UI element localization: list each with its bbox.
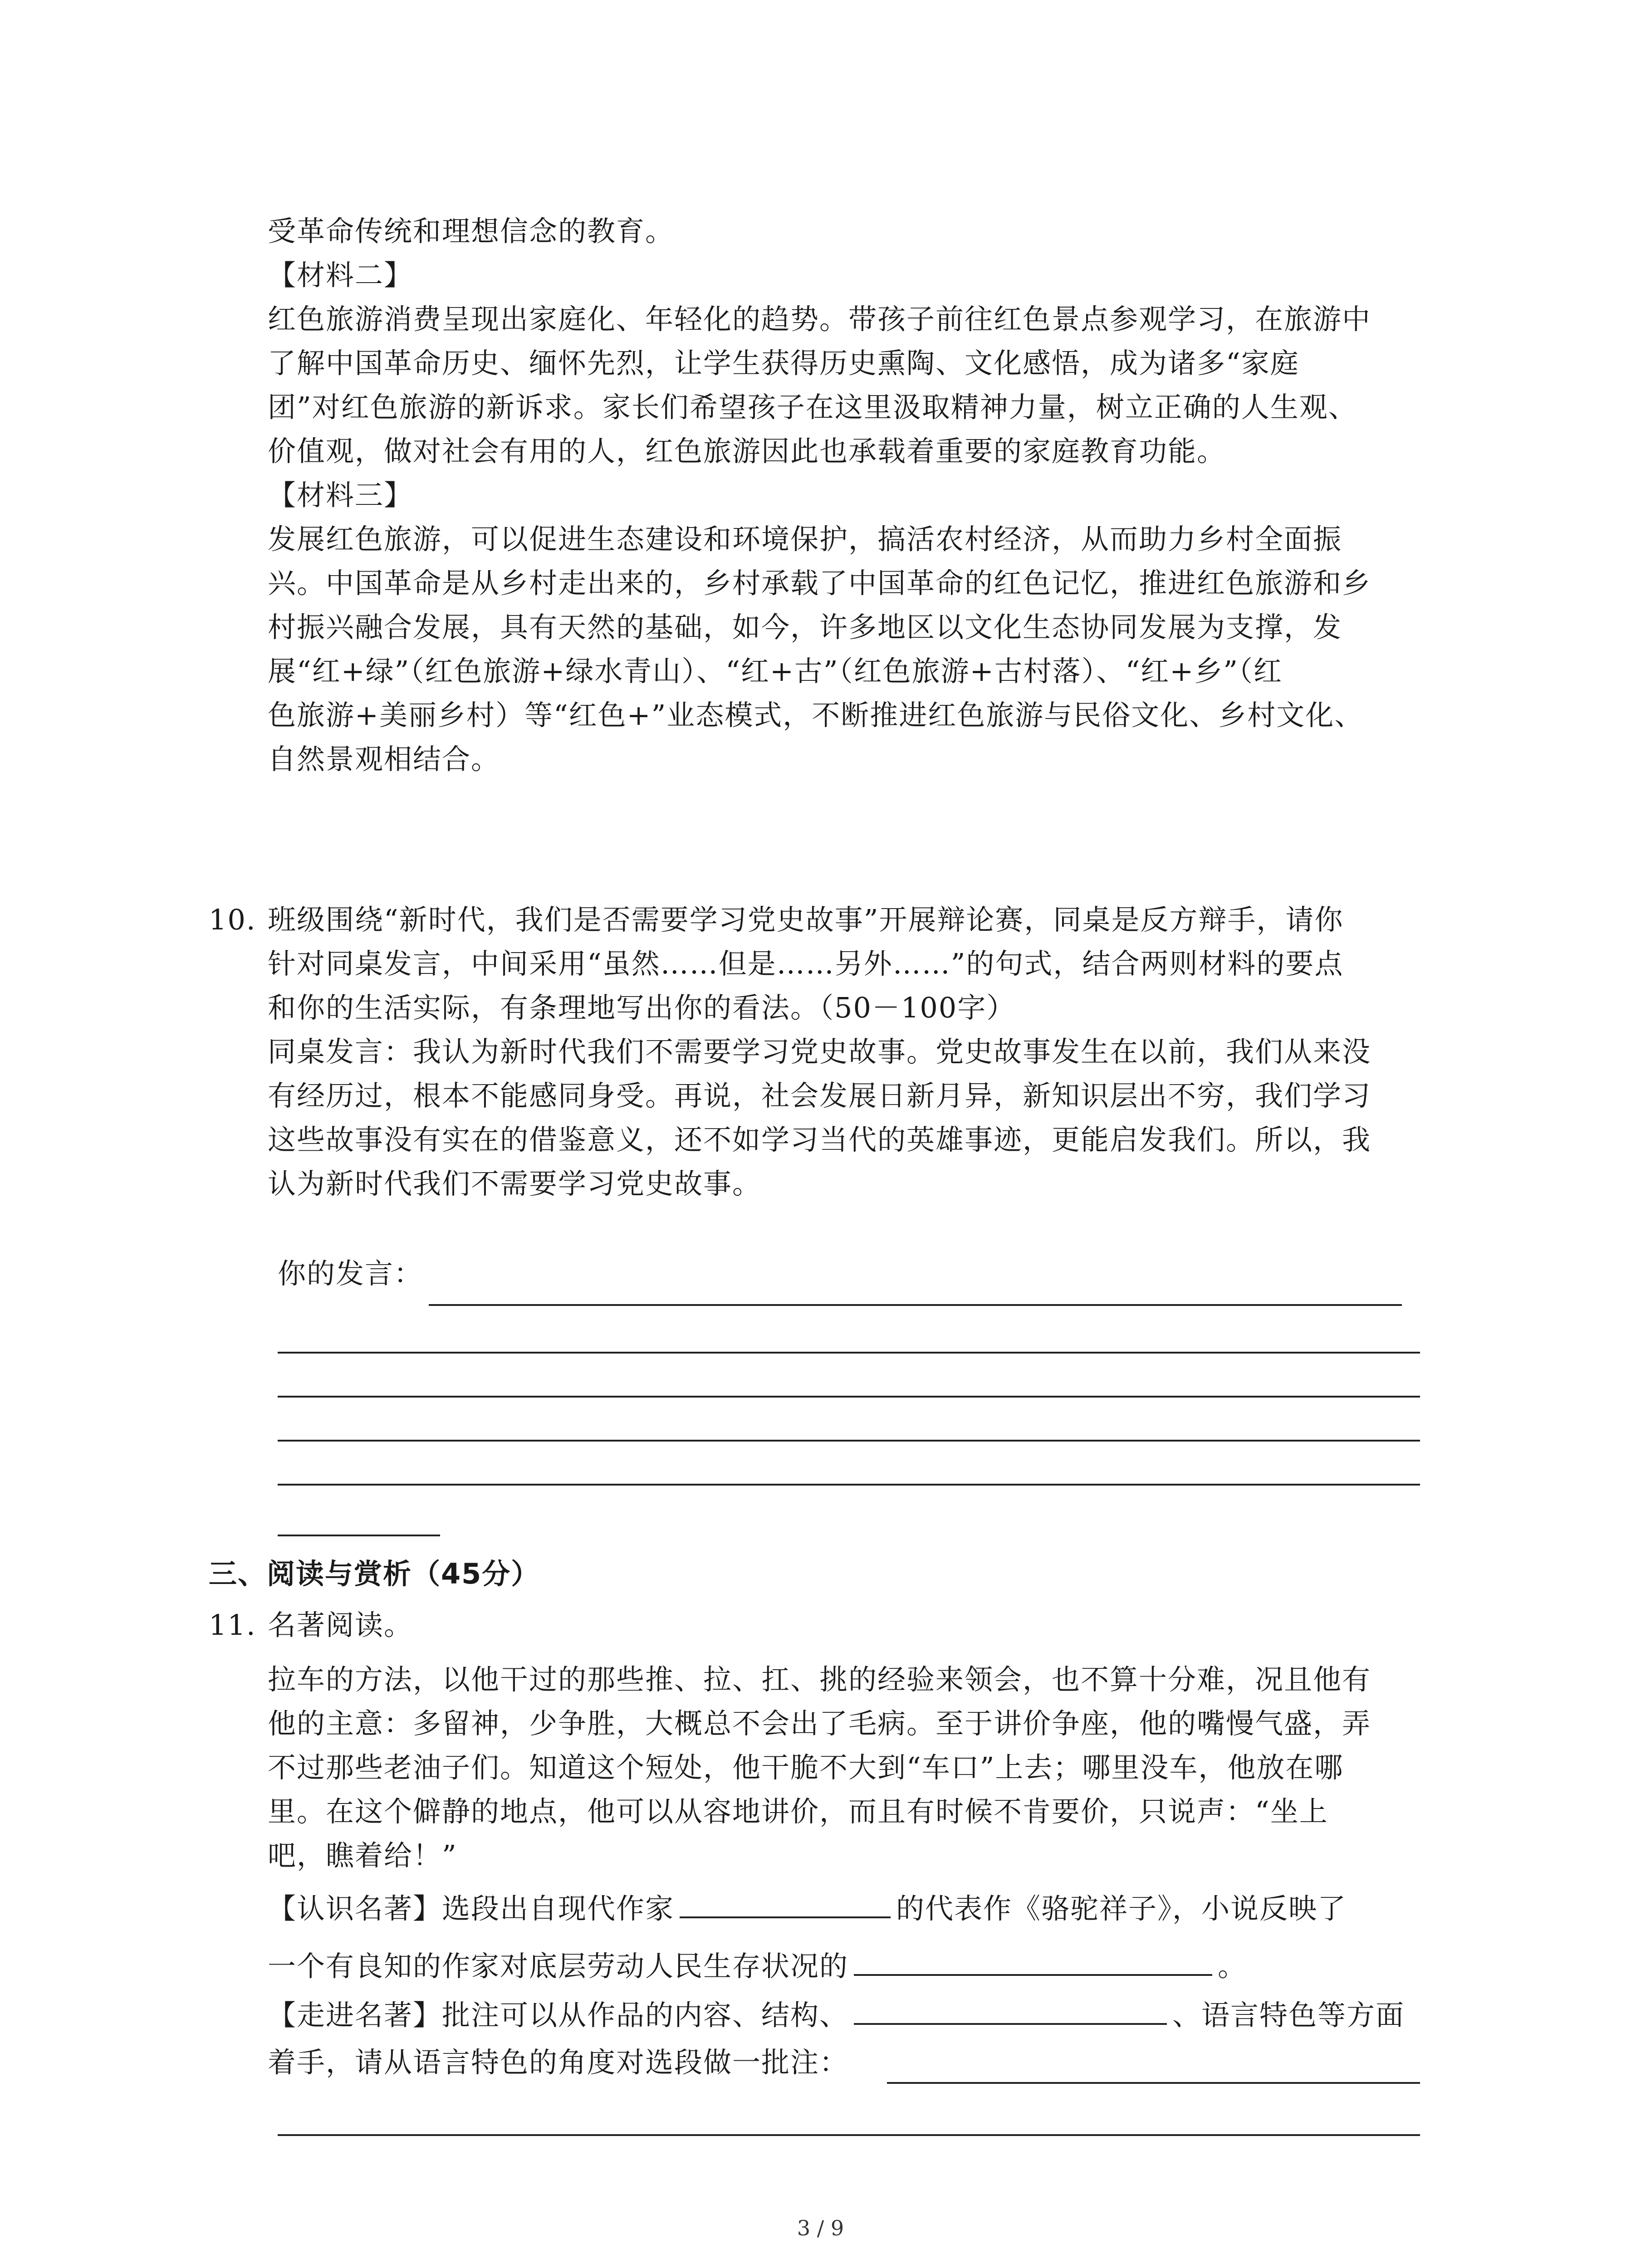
passage-line: 里。在这个僻静的地点，他可以从容地讲价，而且有时候不肯要价，只说声：“坐上 [268, 1795, 1328, 1828]
passage-line: 他的主意：多留神，少争胜，大概总不会出了毛病。至于讲价争座，他的嘴慢气盛，弄 [268, 1707, 1372, 1740]
page-number: 3 / 9 [797, 2216, 844, 2240]
question-10-line: 和你的生活实际，有条理地写出你的看法。（50－100字） [268, 991, 1016, 1024]
material-one-tail: 受革命传统和理想信念的教育。 [268, 215, 675, 248]
part-one-text: 【认识名著】选段出自现代作家 [268, 1892, 675, 1925]
material-three-line: 展“红+绿”（红色旅游+绿水青山）、“红+古”（红色旅游+古村落）、“红+乡”（红 [268, 655, 1283, 688]
author-blank[interactable] [680, 1888, 891, 1918]
material-two-line: 团”对红色旅游的新诉求。家长们希望孩子在这里汲取精神力量，树立正确的人生观、 [268, 391, 1357, 424]
part-one-text: 一个有良知的作家对底层劳动人民生存状况的 [268, 1950, 849, 1983]
material-three-line: 发展红色旅游，可以促进生态建设和环境保护，搞活农村经济，从而助力乡村全面振 [268, 523, 1342, 556]
part-one-text: 。 [1218, 1950, 1247, 1983]
question-10-line: 针对同桌发言，中间采用“虽然……但是……另外……”的句式，结合两则材料的要点 [268, 947, 1344, 980]
section-three-title: 三、阅读与赏析（45分） [209, 1557, 540, 1590]
answer-line[interactable] [278, 1535, 440, 1536]
answer-label: 你的发言： [278, 1257, 423, 1290]
question-10-number: 10. [209, 903, 256, 936]
material-two-line: 了解中国革命历史、缅怀先烈，让学生获得历史熏陶、文化感悟，成为诸多“家庭 [268, 347, 1299, 380]
aspect-blank[interactable] [854, 1995, 1167, 2025]
part-two-text: 、语言特色等方面 [1172, 1999, 1405, 2032]
question-11-number: 11. [209, 1608, 256, 1642]
material-two-line: 红色旅游消费呈现出家庭化、年轻化的趋势。带孩子前往红色景点参观学习，在旅游中 [268, 303, 1372, 336]
answer-line[interactable] [278, 1484, 1420, 1486]
question-10-line: 有经历过，根本不能感同身受。再说，社会发展日新月异，新知识层出不穷，我们学习 [268, 1079, 1372, 1112]
question-10-line: 同桌发言：我认为新时代我们不需要学习党史故事。党史故事发生在以前，我们从来没 [268, 1035, 1372, 1068]
material-three-line: 自然景观相结合。 [268, 743, 500, 776]
material-two-line: 价值观，做对社会有用的人，红色旅游因此也承载着重要的家庭教育功能。 [268, 435, 1226, 468]
material-three-line: 色旅游+美丽乡村）等“红色+”业态模式，不断推进红色旅游与民俗文化、乡村文化、 [268, 699, 1364, 732]
material-three-line: 兴。中国革命是从乡村走出来的，乡村承载了中国革命的红色记忆，推进红色旅游和乡 [268, 567, 1372, 600]
question-10-line: 班级围绕“新时代，我们是否需要学习党史故事”开展辩论赛，同桌是反方辩手，请你 [268, 903, 1344, 936]
question-10-line: 认为新时代我们不需要学习党史故事。 [268, 1167, 762, 1200]
answer-line[interactable] [429, 1304, 1402, 1306]
part-two-line: 着手，请从语言特色的角度对选段做一批注： [268, 2046, 849, 2079]
passage-line: 不过那些老油子们。知道这个短处，他干脆不大到“车口”上去；哪里没车，他放在哪 [268, 1751, 1344, 1784]
answer-line[interactable] [278, 1352, 1420, 1354]
annotation-line[interactable] [887, 2082, 1420, 2084]
answer-line[interactable] [278, 1396, 1420, 1398]
part-one-line [268, 1888, 1347, 1925]
attitude-blank[interactable] [854, 1946, 1212, 1976]
part-two-text: 【走进名著】批注可以从作品的内容、结构、 [268, 1999, 849, 2032]
part-one-line [268, 1946, 1247, 1982]
passage-line: 拉车的方法，以他干过的那些推、拉、扛、挑的经验来领会，也不算十分难，况且他有 [268, 1663, 1372, 1696]
answer-line[interactable] [278, 1440, 1420, 1442]
part-one-text: 的代表作《骆驼祥子》，小说反映了 [896, 1892, 1347, 1925]
part-two-line [268, 1995, 1405, 2031]
material-three-line: 村振兴融合发展，具有天然的基础，如今，许多地区以文化生态协同发展为支撑，发 [268, 611, 1342, 644]
annotation-line[interactable] [278, 2134, 1420, 2136]
material-two-title: 【材料二】 [268, 259, 413, 292]
question-10-line: 这些故事没有实在的借鉴意义，还不如学习当代的英雄事迹，更能启发我们。所以，我 [268, 1123, 1372, 1156]
material-three-title: 【材料三】 [268, 479, 413, 512]
passage-line: 吧，瞧着给！” [268, 1839, 457, 1872]
question-11-title: 名著阅读。 [268, 1608, 413, 1642]
